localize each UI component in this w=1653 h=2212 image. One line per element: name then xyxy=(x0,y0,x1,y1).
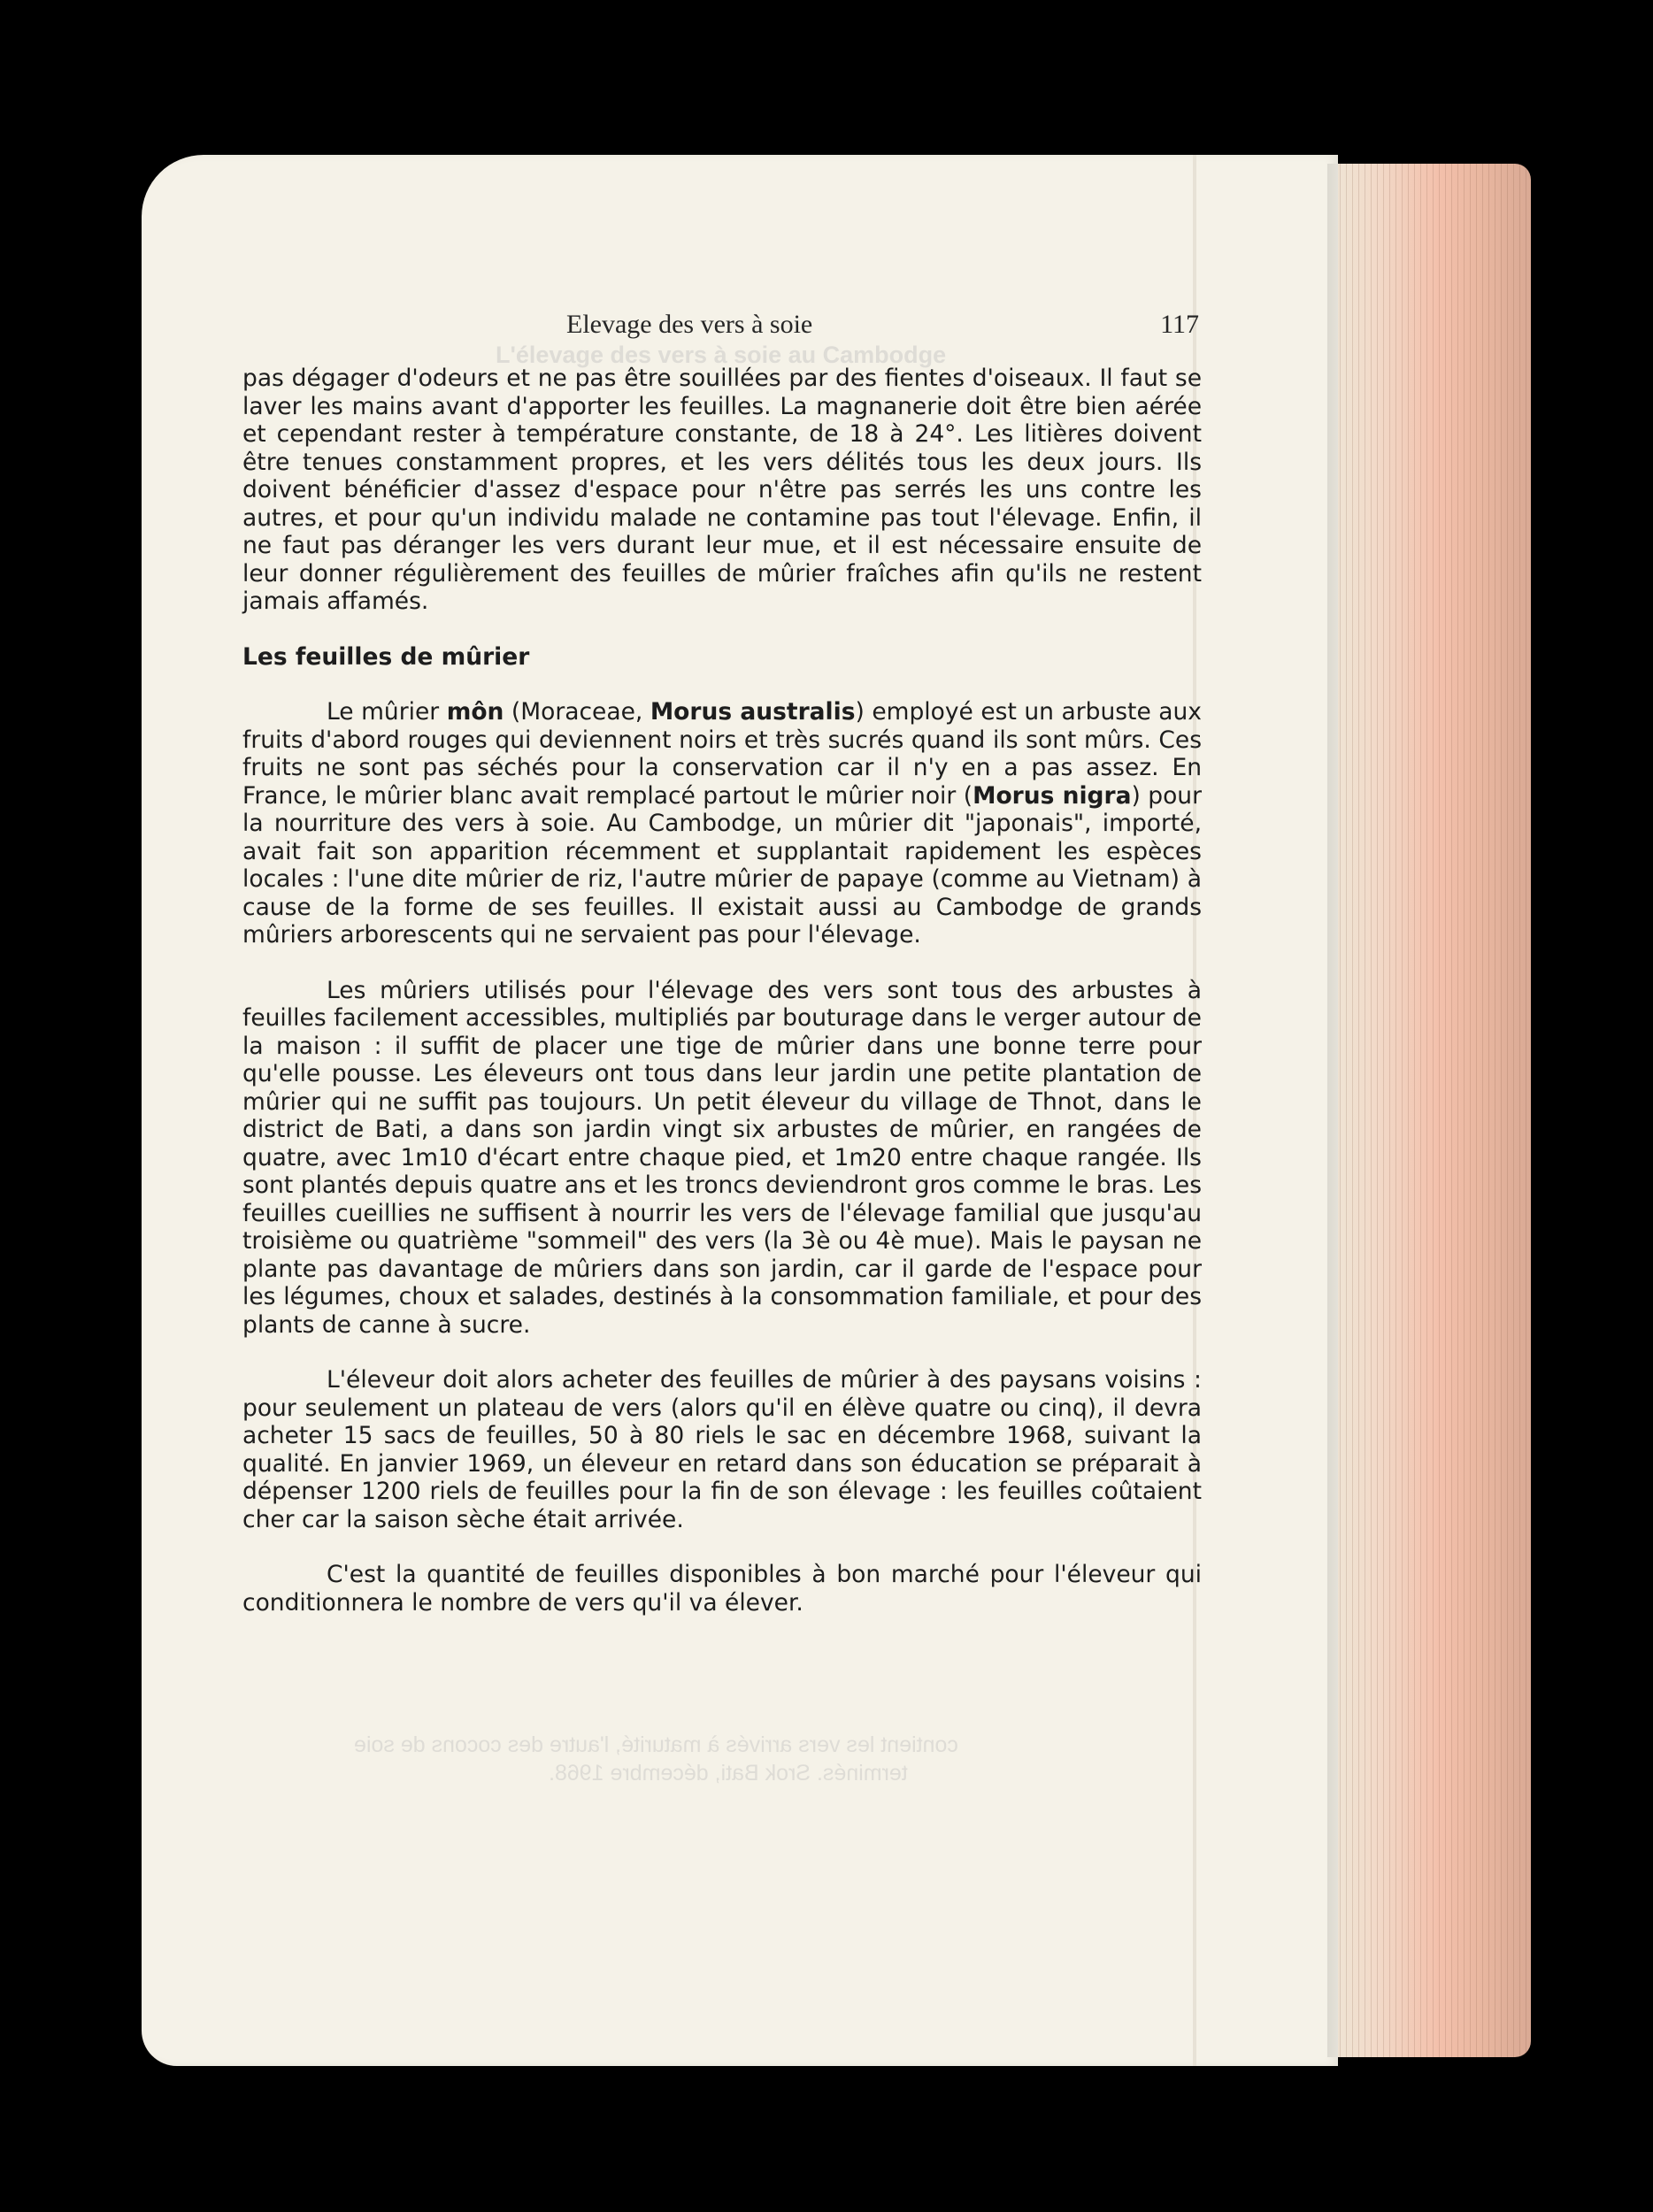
show-through-text: L'élevage des vers à soie au Cambodge xyxy=(496,342,947,368)
page-shadow xyxy=(1327,164,1340,2057)
bold-term: Morus nigra xyxy=(973,781,1132,810)
running-head xyxy=(248,310,1199,345)
paragraph: Les mûriers utilisés pour l'élevage des vers sont tous des arbustes à feuilles facilement accessibles, multipliés par bouturage dans le verger autour de la maison : il suffit de placer une tige de mûrier dans une bonne terre pour qu'elle pousse. Les éleveurs ont tous dans leur jardin une petite plantation de mûrier qui ne suffit pas toujours. Un petit éleveur du village de Thnot, dans le district de Bati, a dans son jardin vingt six arbustes de mûrier, en rangées de quatre, avec 1m10 d'écart entre chaque pied, et 1m20 entre chaque rangée. Ils sont plantés depuis quatre ans et les troncs deviendront gros comme le bras. Les feuilles cueillies ne suffisent à nourrir les vers de l'élevage familial que jusqu'au troisième ou quatrième "sommeil" des vers (la 3è ou 4è mue). Mais le paysan ne plante pas davantage de mûriers dans son jardin, car il garde de l'espace pour les légumes, choux et salades, destinés à la consommation familiale, et pour des plants de canne à sucre. xyxy=(242,976,1202,1339)
text-span: ) employé est un arbuste aux fruits d'abord rouges qui deviennent noirs et très sucrés quand ils sont mûrs. Ces fruits ne sont pas séchés pour la conservation car il n'y en a pas assez. En France, le mûrier blanc avait remplacé partout le mûrier noir ( xyxy=(242,698,1202,810)
page-number: 117 xyxy=(1160,310,1199,339)
page-edge-lines xyxy=(1327,164,1531,2057)
bold-term: Morus australis xyxy=(650,698,856,726)
text-span: (Moraceae, xyxy=(504,698,650,726)
page-edges xyxy=(1327,164,1531,2057)
paragraph: L'éleveur doit alors acheter des feuilles de mûrier à des paysans voisins : pour seulement un plateau de vers (alors qu'il en élève quatre ou cinq), il devra acheter 15 sacs de feuilles, 50 à 80 riels le sac en décembre 1968, suivant la qualité. En janvier 1969, un éleveur en retard dans son éducation se préparait à dépenser 1200 riels de feuilles pour la fin de son élevage : les feuilles coûtaient cher car la saison sèche était arrivée. xyxy=(242,1366,1202,1533)
show-through-text: terminés. Srok Bati, décembre 1968. xyxy=(549,1761,908,1786)
text-span: Le mûrier xyxy=(327,698,447,726)
text-span: ) pour la nourriture des vers à soie. Au Cambodge, un mûrier dit "japonais", importé, avait fait son apparition récemment et supplantait rapidement les espèces locales : l'une dite mûrier de riz, l'autre mûrier de papaye (comme au Vietnam) à cause de la forme de ses feuilles. Il existait aussi au Cambodge de grands mûriers arborescents qui ne servaient pas pour l'élevage. xyxy=(242,781,1202,949)
running-title: Elevage des vers à soie xyxy=(566,310,813,339)
show-through-text: contient les vers arrivés à maturité, l'autre des cocons de soie xyxy=(354,1732,958,1757)
body-text xyxy=(242,365,1202,1617)
bold-term: môn xyxy=(446,698,504,726)
paragraph: pas dégager d'odeurs et ne pas être souillées par des fientes d'oiseaux. Il faut se laver les mains avant d'apporter les feuilles. La magnanerie doit être bien aérée et cependant rester à température constante, de 18 à 24°. Les litières doivent être tenues constamment propres, et les vers délités tous les deux jours. Ils doivent bénéficier d'assez d'espace pour n'être pas serrés les uns contre les autres, et pour qu'un individu malade ne contamine pas tout l'élevage. Enfin, il ne faut pas déranger les vers durant leur mue, et il est nécessaire ensuite de leur donner régulièrement des feuilles de mûrier fraîches afin qu'ils ne restent jamais affamés. xyxy=(242,365,1202,615)
section-heading: Les feuilles de mûrier xyxy=(242,642,530,671)
paragraph: C'est la quantité de feuilles disponibles à bon marché pour l'éleveur qui conditionnera le nombre de vers qu'il va élever. xyxy=(242,1561,1202,1617)
paragraph xyxy=(242,698,1202,949)
